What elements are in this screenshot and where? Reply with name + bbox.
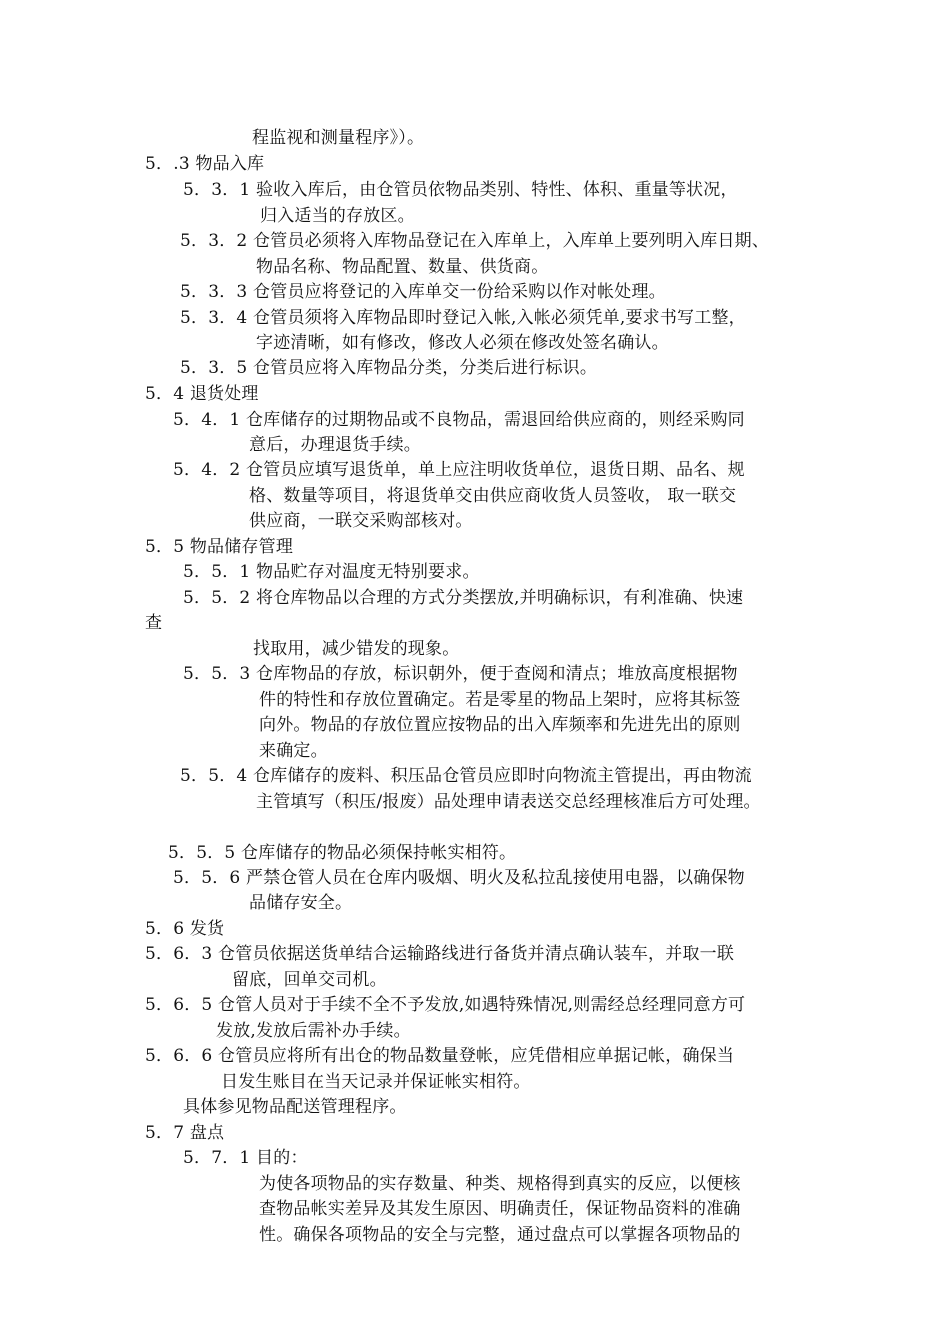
section-heading: 5．6 发货 [145, 919, 225, 939]
text-line: 5．4．2 仓管员应填写退货单，单上应注明收货单位，退货日期、品名、规 [173, 460, 745, 480]
text-line: 查物品帐实差异及其发生原因、明确责任，保证物品资料的准确 [259, 1199, 741, 1219]
text-line: 主管填写（积压/报废）品处理申请表送交总经理核准后方可处理。 [256, 792, 761, 812]
text-line: 5．5．6 严禁仓管人员在仓库内吸烟、明火及私拉乱接使用电器，以确保物 [173, 868, 745, 888]
text-line: 具体参见物品配送管理程序。 [183, 1097, 407, 1117]
text-line: 5．3．4 仓管员须将入库物品即时登记入帐,入帐必须凭单,要求书写工整， [180, 308, 746, 328]
text-line: 来确定。 [259, 741, 328, 761]
section-heading: 5．5 物品储存管理 [145, 537, 294, 557]
text-line: 5．7．1 目的： [183, 1148, 308, 1168]
text-line: 5．6．6 仓管员应将所有出仓的物品数量登帐，应凭借相应单据记帐，确保当 [145, 1046, 735, 1066]
text-line: 件的特性和存放位置确定。若是零星的物品上架时，应将其标签 [259, 690, 741, 710]
text-line: 归入适当的存放区。 [260, 206, 415, 226]
text-line: 5．5．4 仓库储存的废料、积压品仓管员应即时向物流主管提出，再由物流 [180, 766, 752, 786]
text-line: 5．5．5 仓库储存的物品必须保持帐实相符。 [168, 843, 517, 863]
section-heading: 5．7 盘点 [145, 1123, 225, 1143]
text-line: 供应商，一联交采购部核对。 [249, 511, 473, 531]
text-line: 程监视和测量程序》）。 [252, 128, 425, 148]
text-line: 5．6．5 仓管人员对于手续不全不予发放,如遇特殊情况,则需经总经理同意方可 [145, 995, 746, 1015]
text-line: 发放,发放后需补办手续。 [216, 1021, 411, 1041]
text-line: 5．5．2 将仓库物品以合理的方式分类摆放,并明确标识，有利准确、快速 [183, 588, 744, 608]
text-line: 为使各项物品的实存数量、种类、规格得到真实的反应，以便核 [259, 1174, 741, 1194]
text-line: 日发生账目在当天记录并保证帐实相符。 [221, 1072, 531, 1092]
text-line: 留底，回单交司机。 [232, 970, 387, 990]
text-line: 物品名称、物品配置、数量、供货商。 [256, 257, 549, 277]
text-line: 5．3．3 仓管员应将登记的入库单交一份给采购以作对帐处理。 [180, 282, 666, 302]
text-line: 找取用，减少错发的现象。 [253, 639, 460, 659]
section-heading: 5．4 退货处理 [145, 384, 259, 404]
text-line: 5．3．2 仓管员必须将入库物品登记在入库单上，入库单上要列明入库日期、 [180, 231, 770, 251]
text-line: 意后，办理退货手续。 [249, 435, 421, 455]
text-line: 品储存安全。 [249, 893, 353, 913]
text-line: 格、数量等项目，将退货单交由供应商收货人员签收， 取一联交 [249, 486, 737, 506]
text-line: 5．5．1 物品贮存对温度无特别要求。 [183, 562, 480, 582]
text-line: 查 [145, 613, 163, 633]
section-heading: 5．.3 物品入库 [145, 154, 265, 174]
text-line: 5．4．1 仓库储存的过期物品或不良物品，需退回给供应商的，则经采购同 [173, 410, 745, 430]
text-line: 5．6．3 仓管员依据送货单结合运输路线进行备货并清点确认装车，并取一联 [145, 944, 735, 964]
text-line: 5．3．5 仓管员应将入库物品分类，分类后进行标识。 [180, 358, 598, 378]
text-line: 5．3．1 验收入库后，由仓管员依物品类别、特性、体积、重量等状况， [183, 180, 738, 200]
text-line: 性。确保各项物品的安全与完整，通过盘点可以掌握各项物品的 [259, 1225, 741, 1245]
text-line: 向外。物品的存放位置应按物品的出入库频率和先进先出的原则 [259, 715, 741, 735]
text-line: 5．5．3 仓库物品的存放，标识朝外，便于查阅和清点；堆放高度根据物 [183, 664, 738, 684]
text-line: 字迹清晰，如有修改，修改人必须在修改处签名确认。 [256, 333, 669, 353]
